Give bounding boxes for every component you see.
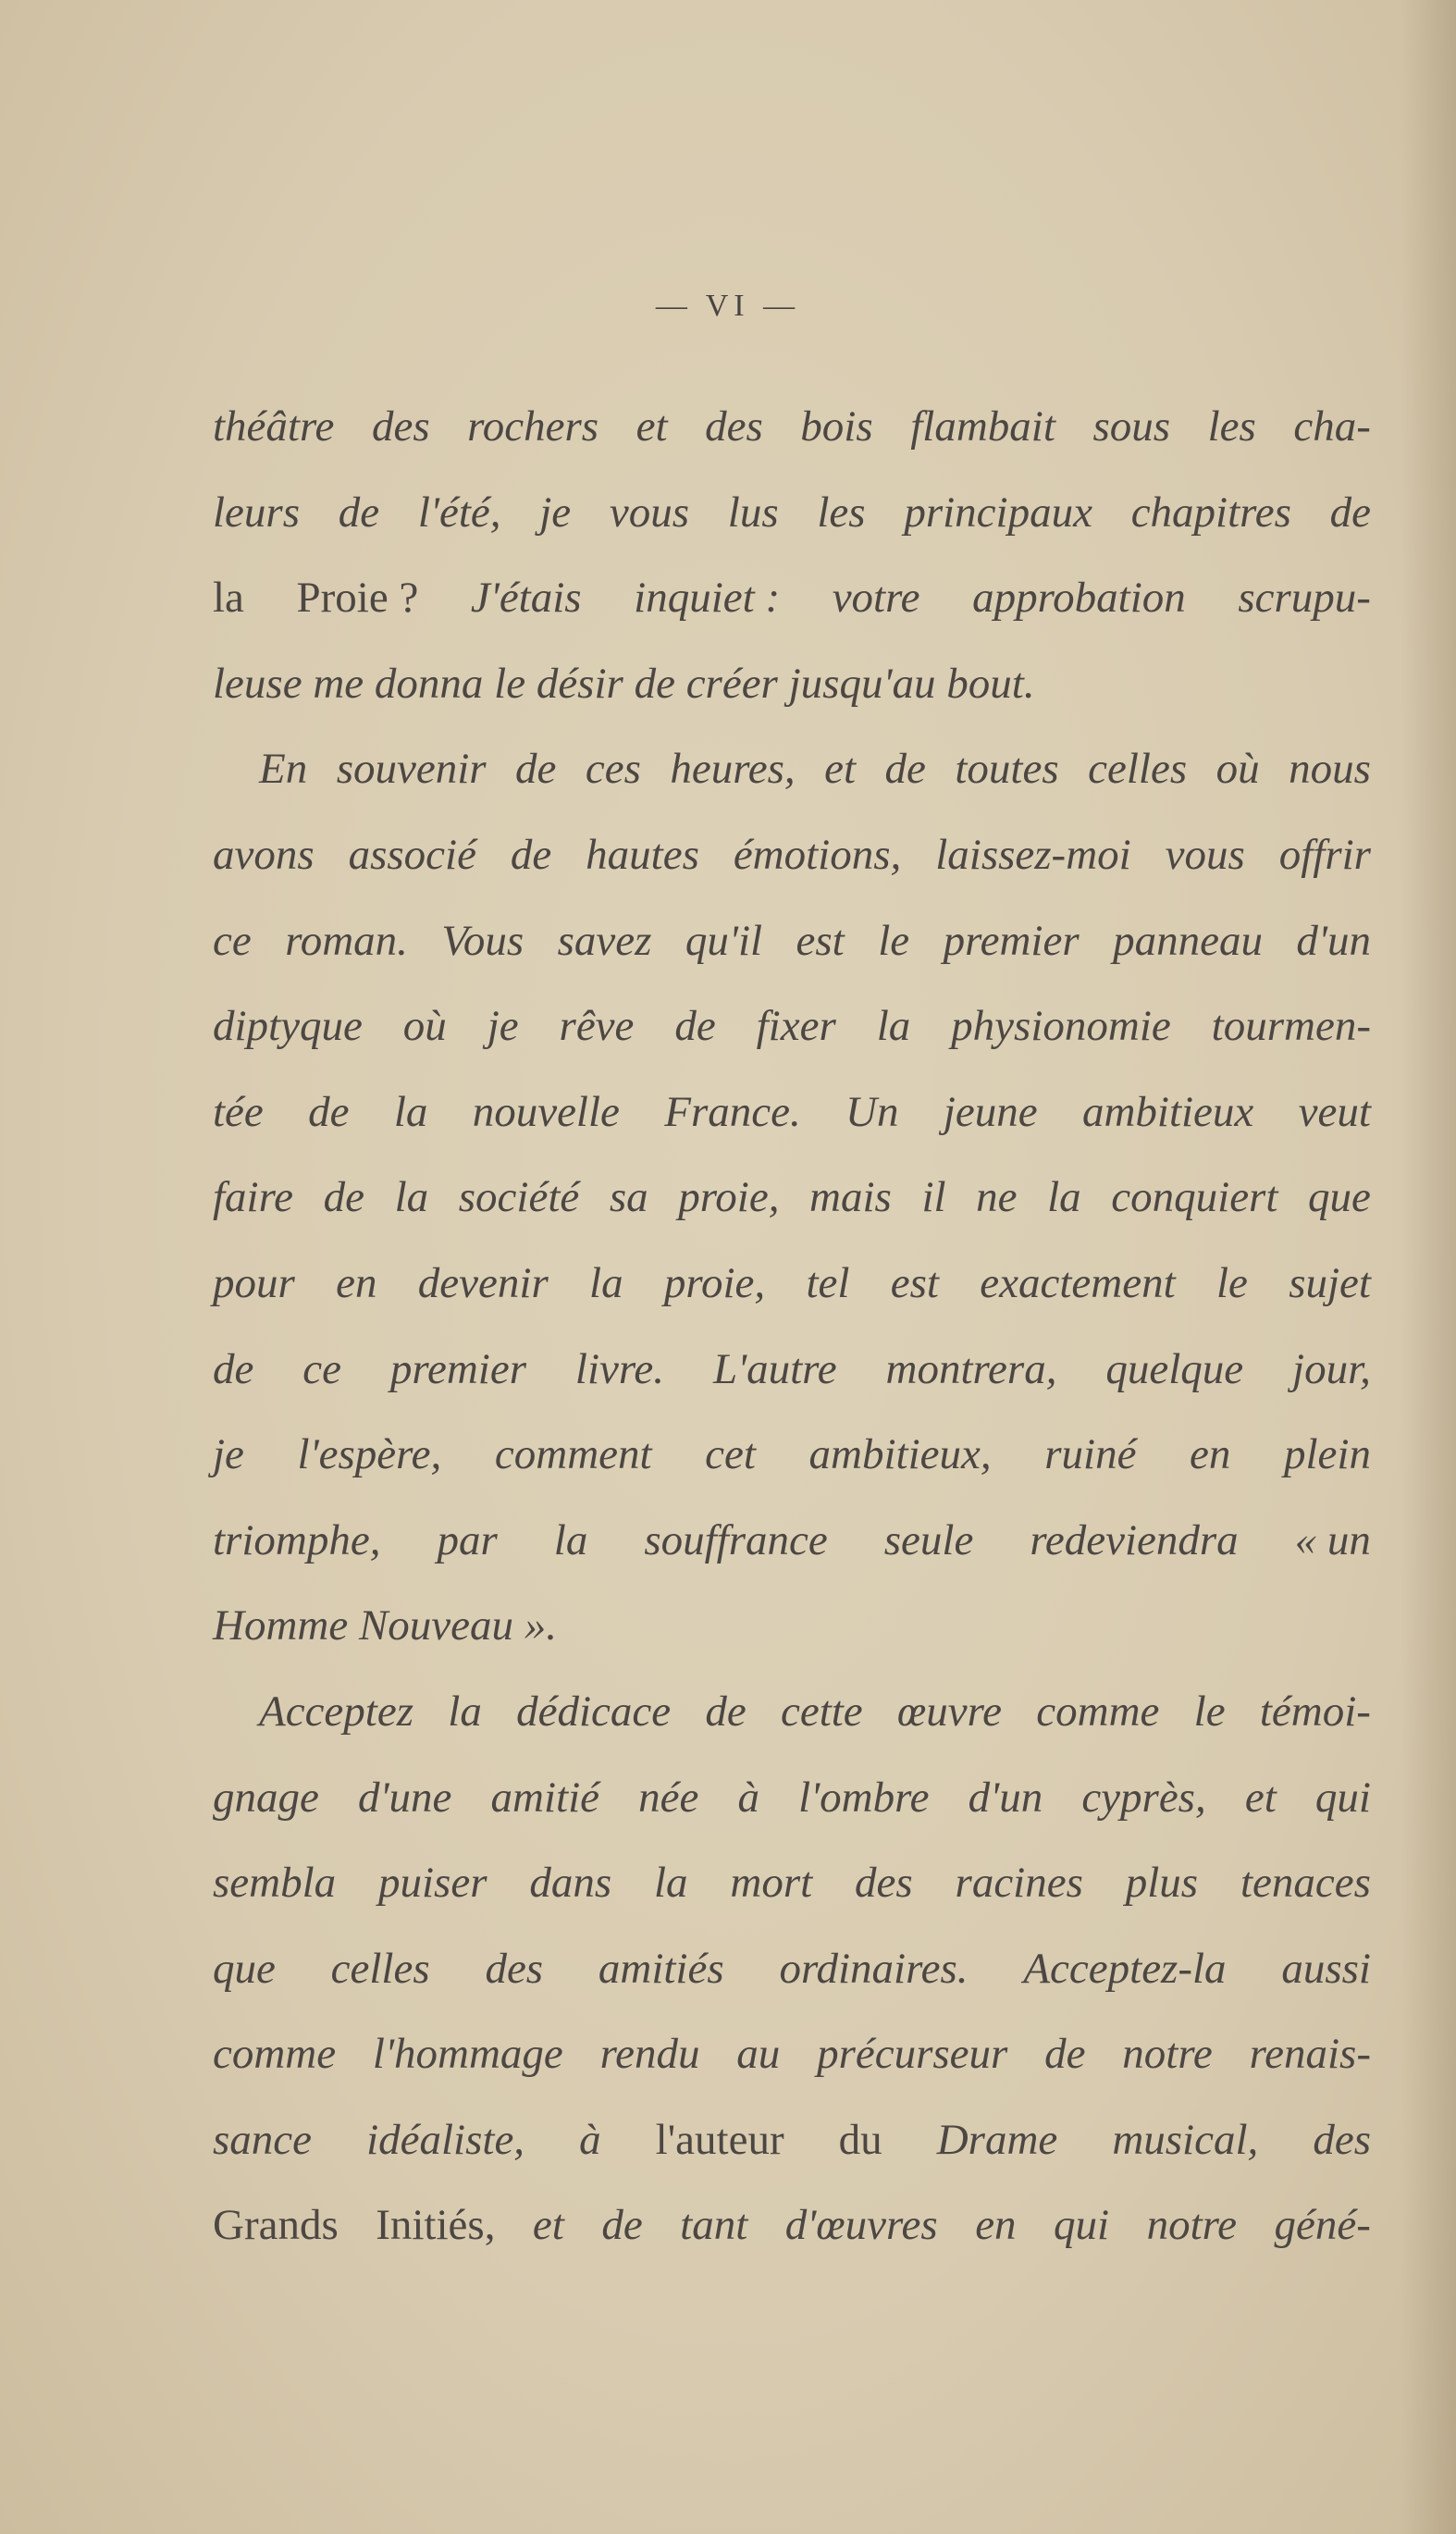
word: œuvre xyxy=(896,1687,1003,1736)
word: ambitieux, xyxy=(808,1430,992,1479)
word: de xyxy=(308,1087,350,1136)
word: triomphe, xyxy=(213,1515,381,1564)
word: cette xyxy=(780,1687,863,1736)
text-line xyxy=(213,470,1371,556)
word: de xyxy=(1044,2030,1086,2079)
word: la xyxy=(448,1687,482,1736)
word: née xyxy=(638,1773,699,1822)
text-line xyxy=(213,2011,1371,2097)
text-line xyxy=(213,555,1371,641)
word: de xyxy=(323,1173,364,1222)
text-line xyxy=(213,898,1371,984)
word: de xyxy=(674,1002,716,1051)
word: flambait xyxy=(910,402,1055,451)
word: tenaces xyxy=(1240,1859,1371,1908)
text-line xyxy=(213,1327,1371,1413)
word: livre. xyxy=(574,1344,665,1393)
word: musical, xyxy=(1112,2115,1259,2164)
word: bout. xyxy=(946,659,1035,708)
word: votre xyxy=(832,574,920,623)
word: il xyxy=(921,1173,946,1222)
word: ordinaires. xyxy=(779,1944,969,1993)
word: d'une xyxy=(357,1773,452,1822)
word: qui xyxy=(1054,2201,1110,2250)
word: des xyxy=(855,1859,913,1908)
word: comme xyxy=(1036,1687,1160,1736)
word: en xyxy=(336,1258,377,1307)
word: jeune xyxy=(943,1087,1038,1136)
word: à xyxy=(737,1773,759,1822)
word: d'œuvres xyxy=(784,2201,938,2250)
word: à xyxy=(579,2115,601,2164)
word: et xyxy=(635,402,668,451)
word: amitié xyxy=(490,1773,599,1822)
word: celles xyxy=(330,1944,430,1993)
word: En xyxy=(259,745,308,794)
word: en xyxy=(1190,1430,1231,1479)
word: laissez-moi xyxy=(935,830,1131,879)
text-line xyxy=(213,812,1371,898)
word: fixer xyxy=(756,1002,836,1051)
word: faire xyxy=(213,1173,294,1222)
word: le xyxy=(878,916,910,965)
word: panneau xyxy=(1113,916,1263,965)
word: la xyxy=(653,1859,688,1908)
word: de xyxy=(515,745,557,794)
word: que xyxy=(213,1944,276,1993)
word: cyprès, xyxy=(1081,1773,1206,1822)
word: Un xyxy=(845,1087,899,1136)
word: émotions, xyxy=(733,830,902,879)
word: principaux xyxy=(904,488,1092,537)
word: associé xyxy=(348,830,476,879)
word: tel xyxy=(806,1258,850,1307)
word: société xyxy=(458,1173,580,1222)
word: roman. xyxy=(285,916,408,965)
word: témoi- xyxy=(1259,1687,1371,1736)
word: de xyxy=(884,745,926,794)
word: tée xyxy=(213,1087,264,1136)
word: souvenir xyxy=(336,745,487,794)
word: de xyxy=(213,1344,254,1393)
word: proie, xyxy=(663,1258,766,1307)
word: mais xyxy=(809,1173,892,1222)
word: d'un xyxy=(1296,916,1371,965)
word: par xyxy=(437,1515,498,1564)
word: savez xyxy=(557,916,652,965)
word: souffrance xyxy=(644,1515,828,1564)
word: de xyxy=(510,830,552,879)
word: chapitres xyxy=(1130,488,1291,537)
word: ne xyxy=(976,1173,1018,1222)
word: premier xyxy=(389,1344,526,1393)
word: qui xyxy=(1314,1773,1371,1822)
text-line xyxy=(213,1412,1371,1498)
word: rendu xyxy=(599,2030,700,2079)
word: « un xyxy=(1294,1515,1371,1564)
word: et xyxy=(532,2201,564,2250)
word: sous xyxy=(1092,402,1171,451)
word: l'été, xyxy=(417,488,501,537)
word: cha- xyxy=(1293,402,1371,451)
text-line xyxy=(213,1840,1371,1926)
word: pour xyxy=(213,1258,295,1307)
word: notre xyxy=(1146,2201,1238,2250)
word: ce xyxy=(302,1344,342,1393)
word: Grands xyxy=(213,2201,339,2250)
word: est xyxy=(796,916,845,965)
word: des xyxy=(705,402,763,451)
word: dédicace xyxy=(516,1687,672,1736)
text-line xyxy=(213,2182,1371,2268)
word: gnage xyxy=(213,1773,319,1822)
text-line xyxy=(213,1069,1371,1156)
text-line xyxy=(213,1498,1371,1584)
word: seule xyxy=(883,1515,974,1564)
text-line xyxy=(213,2097,1371,2183)
word: je xyxy=(539,488,572,537)
word: cet xyxy=(705,1430,756,1479)
word: Vous xyxy=(441,916,524,965)
word: qu'il xyxy=(685,916,763,965)
word: les xyxy=(817,488,866,537)
word: vous xyxy=(1165,830,1245,879)
word: ces xyxy=(585,745,641,794)
word: où xyxy=(1215,745,1260,794)
word: plus xyxy=(1125,1859,1199,1908)
page-edge-shadow xyxy=(1400,0,1456,2534)
word: Acceptez xyxy=(259,1687,414,1736)
word: bois xyxy=(800,402,873,451)
word: la xyxy=(393,1087,428,1136)
word: et xyxy=(824,745,857,794)
word: sembla xyxy=(213,1859,337,1908)
word: la xyxy=(394,1173,429,1222)
word: sa xyxy=(609,1173,648,1222)
word: l'hommage xyxy=(372,2030,563,2079)
word: scrupu- xyxy=(1238,574,1371,623)
word: me xyxy=(313,659,375,708)
word: où xyxy=(402,1002,447,1051)
word: redeviendra xyxy=(1030,1515,1239,1564)
word: notre xyxy=(1122,2030,1213,2079)
word: et xyxy=(1244,1773,1277,1822)
word: sujet xyxy=(1289,1258,1371,1307)
word: de xyxy=(1329,488,1371,537)
word: des xyxy=(1313,2115,1371,2164)
word: théâtre xyxy=(213,402,335,451)
word: ambitieux xyxy=(1081,1087,1254,1136)
word: mort xyxy=(730,1859,813,1908)
word: sance xyxy=(213,2115,313,2164)
word: le xyxy=(494,659,537,708)
word: comment xyxy=(494,1430,652,1479)
word: créer xyxy=(685,659,789,708)
word: Homme xyxy=(213,1601,359,1650)
word: d'un xyxy=(968,1773,1043,1822)
text-line xyxy=(213,1155,1371,1241)
word: proie, xyxy=(678,1173,780,1222)
word: Initiés, xyxy=(376,2201,496,2250)
word: rochers xyxy=(467,402,599,451)
word: l'espère, xyxy=(297,1430,442,1479)
word: lus xyxy=(727,488,779,537)
word: les xyxy=(1207,402,1256,451)
word: approbation xyxy=(972,574,1186,623)
word: hautes xyxy=(586,830,699,879)
body-text xyxy=(213,384,1371,2268)
word: toutes xyxy=(955,745,1059,794)
word: que xyxy=(1308,1173,1371,1222)
word: Acceptez-la xyxy=(1023,1944,1227,1993)
word: l'ombre xyxy=(798,1773,930,1822)
word: rêve xyxy=(559,1002,635,1051)
word: la xyxy=(876,1002,911,1051)
word: du xyxy=(838,2115,882,2164)
word: devenir xyxy=(417,1258,549,1307)
word: montrera, xyxy=(885,1344,1057,1393)
word: idéaliste, xyxy=(366,2115,525,2164)
word: géné- xyxy=(1274,2201,1371,2250)
word: nous xyxy=(1289,745,1371,794)
word: exactement xyxy=(980,1258,1176,1307)
word: de xyxy=(601,2201,643,2250)
word: le xyxy=(1215,1258,1248,1307)
text-line xyxy=(213,1669,1371,1755)
text-line xyxy=(213,1926,1371,2012)
word: comme xyxy=(213,2030,337,2079)
word: en xyxy=(975,2201,1017,2250)
text-line xyxy=(213,983,1371,1069)
word: aussi xyxy=(1281,1944,1371,1993)
word: jusqu'au xyxy=(788,659,947,708)
word: physionomie xyxy=(951,1002,1171,1051)
word: ce xyxy=(213,916,252,965)
word: tourmen- xyxy=(1211,1002,1371,1051)
word: J'étais xyxy=(470,574,582,623)
word: de xyxy=(338,488,380,537)
word: la xyxy=(1047,1173,1081,1222)
word: Proie ? xyxy=(296,574,419,623)
word: offrir xyxy=(1278,830,1371,879)
word: vous xyxy=(609,488,690,537)
word: précurseur xyxy=(817,2030,1008,2079)
word: puiser xyxy=(378,1859,487,1908)
word: diptyque xyxy=(213,1002,363,1051)
text-line xyxy=(213,1583,1371,1669)
word: le xyxy=(1193,1687,1226,1736)
word: des xyxy=(371,402,430,451)
word: la xyxy=(589,1258,623,1307)
word: désir xyxy=(536,659,635,708)
word: plein xyxy=(1284,1430,1371,1479)
word: je xyxy=(213,1430,244,1479)
word: ruiné xyxy=(1044,1430,1137,1479)
text-line xyxy=(213,726,1371,812)
word: au xyxy=(736,2030,781,2079)
word: Nouveau ». xyxy=(358,1601,558,1650)
text-line xyxy=(213,1755,1371,1841)
word: France. xyxy=(664,1087,801,1136)
text-line xyxy=(213,641,1371,727)
word: premier xyxy=(943,916,1080,965)
word: amitiés xyxy=(598,1944,724,1993)
word: de xyxy=(705,1687,747,1736)
text-line xyxy=(213,1241,1371,1327)
word: racines xyxy=(955,1859,1083,1908)
word: donna xyxy=(374,659,495,708)
text-line xyxy=(213,384,1371,470)
word: leurs xyxy=(213,488,300,537)
word: nouvelle xyxy=(472,1087,620,1136)
word: avons xyxy=(213,830,315,879)
word: l'auteur xyxy=(655,2115,784,2164)
word: tant xyxy=(680,2201,748,2250)
word: la xyxy=(213,574,244,623)
word: conquiert xyxy=(1111,1173,1278,1222)
word: heures, xyxy=(670,745,796,794)
word: leuse xyxy=(213,659,314,708)
word: dans xyxy=(529,1859,612,1908)
word: celles xyxy=(1088,745,1188,794)
word: quelque xyxy=(1105,1344,1244,1393)
word: la xyxy=(553,1515,588,1564)
word: est xyxy=(890,1258,939,1307)
word: inquiet : xyxy=(634,574,781,623)
word: je xyxy=(487,1002,519,1051)
word: renais- xyxy=(1249,2030,1371,2079)
word: L'autre xyxy=(712,1344,837,1393)
word: veut xyxy=(1298,1087,1371,1136)
word: des xyxy=(485,1944,544,1993)
word: Drame xyxy=(936,2115,1058,2164)
page-folio: — VI — xyxy=(655,289,801,323)
word: jour, xyxy=(1292,1344,1371,1393)
word: de xyxy=(634,659,686,708)
